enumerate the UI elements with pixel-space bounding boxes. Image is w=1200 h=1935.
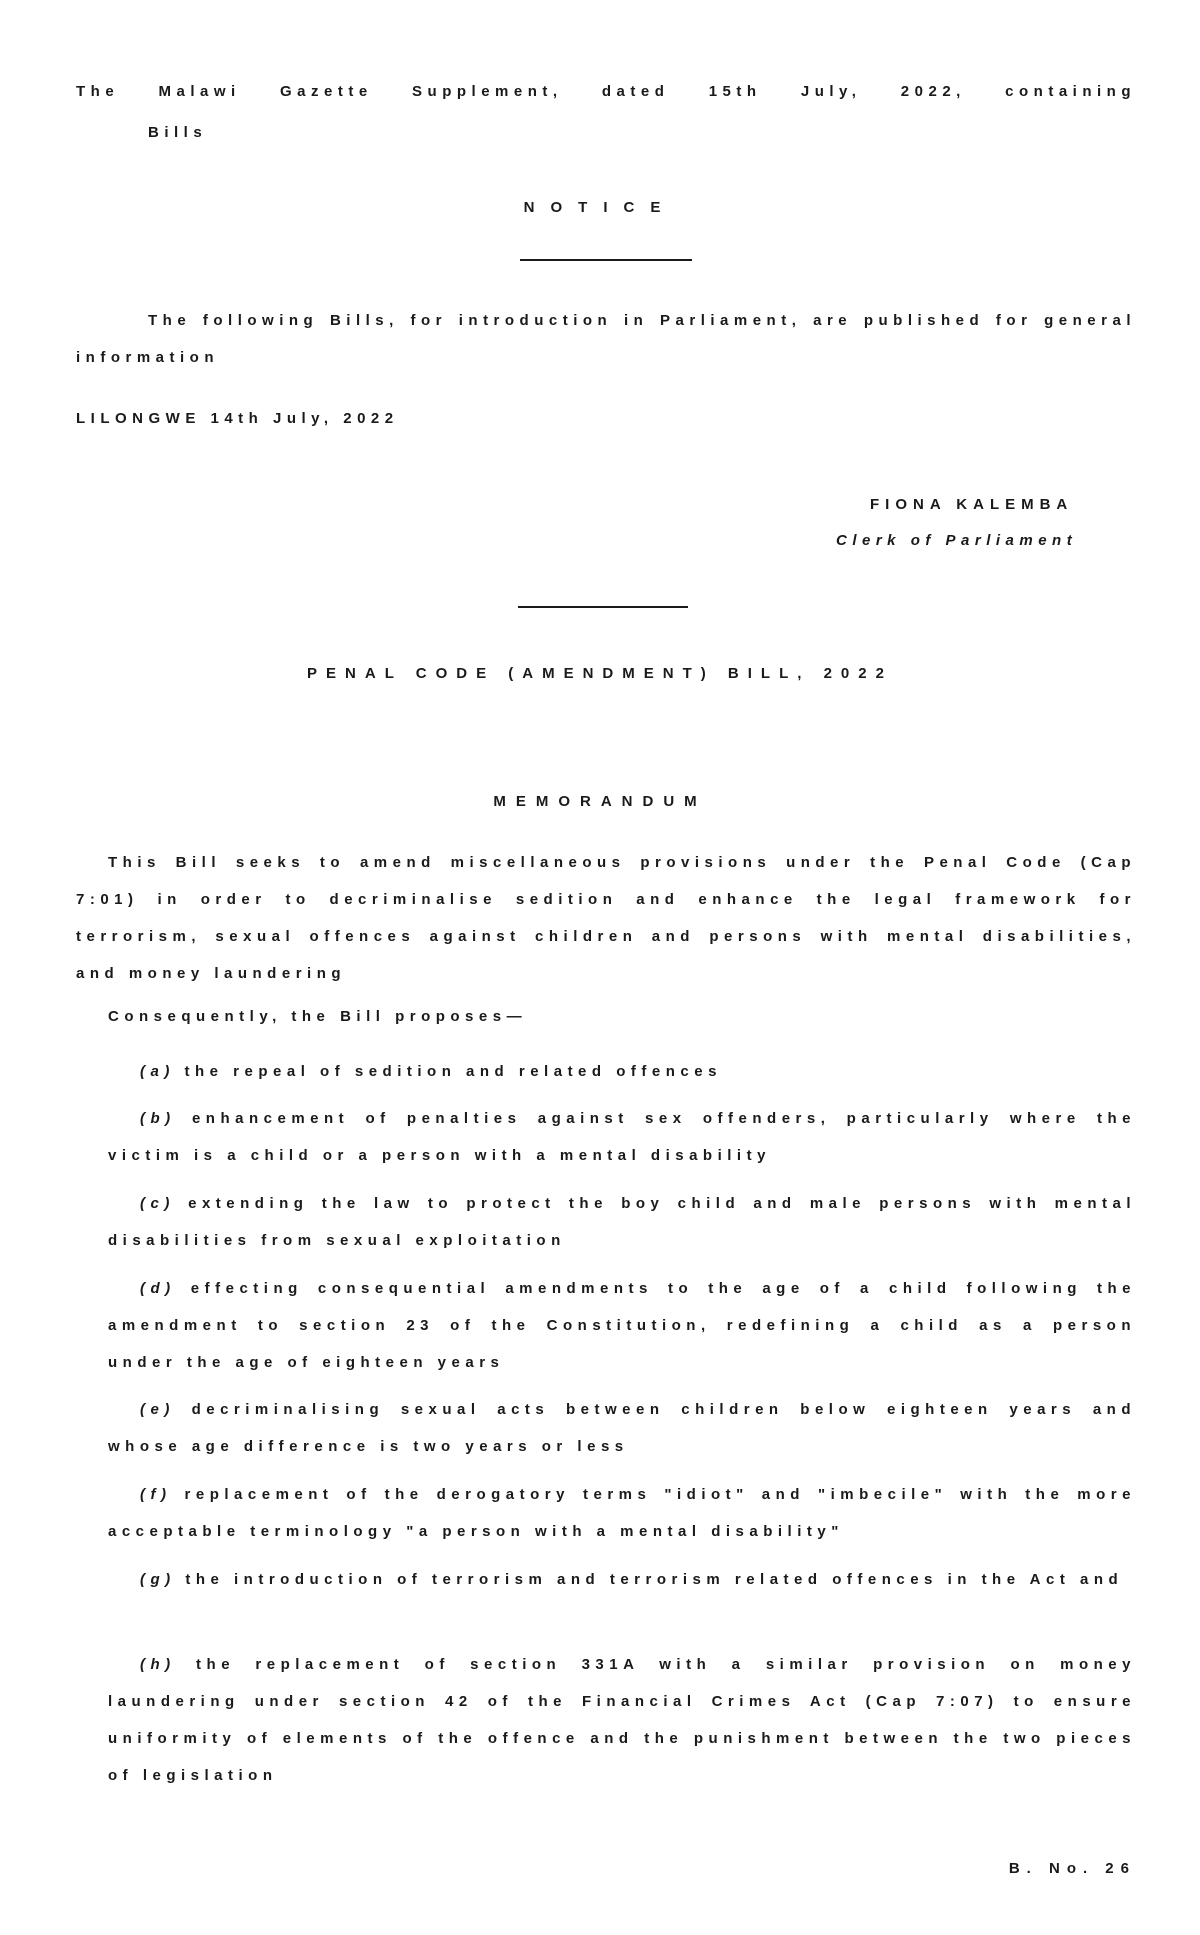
list-item [108, 1053, 1136, 1090]
notice-divider [520, 259, 692, 261]
notice-intro: The following Bills, for introduction in Parliament, are published for general information [76, 312, 1136, 366]
item-text: the replacement of section 331A with a similar provision on money laundering under section 42 of the Financial Crimes Act (Cap 7:07) to ensure uniformity of elements of the offence and the punishment between the two pieces of legislation [108, 1656, 1136, 1784]
notice-place-date: LILONGWE 14th July, 2022 [76, 410, 399, 427]
item-label: (g) [140, 1571, 176, 1588]
item-label: (c) [140, 1195, 175, 1212]
item-text: extending the law to protect the boy child and male persons with mental disabilities from sexual exploitation [108, 1195, 1136, 1249]
bill-title: PENAL CODE (AMENDMENT) BILL, 2022 [307, 665, 893, 682]
list-item [108, 1561, 1136, 1598]
gazette-header-line1: The Malawi Gazette Supplement, dated 15th July, 2022, containing [76, 83, 1136, 100]
item-text: the introduction of terrorism and terrorism related offences in the Act and [185, 1571, 1124, 1588]
item-label: (h) [140, 1656, 176, 1673]
list-item [108, 1100, 1136, 1174]
list-item [108, 1476, 1136, 1550]
item-label: (e) [140, 1401, 175, 1418]
item-text: the repeal of sedition and related offences [184, 1063, 722, 1080]
memorandum-intro: This Bill seeks to amend miscellaneous provisions under the Penal Code (Cap 7:01) in order to decriminalise sedition and enhance the legal framework for terrorism, sexual offences against children and persons with mental disabilities, and money laundering [76, 854, 1136, 982]
item-text: decriminalising sexual acts between children below eighteen years and whose age difference is two years or less [108, 1401, 1137, 1455]
item-text: enhancement of penalties against sex offenders, particularly where the victim is a child or a person with a mental disability [108, 1110, 1136, 1164]
signatory-title: Clerk of Parliament [836, 532, 1078, 549]
item-label: (a) [140, 1063, 175, 1080]
list-item [108, 1391, 1136, 1465]
signatory-name: FIONA KALEMBA [870, 496, 1074, 513]
item-label: (f) [140, 1486, 172, 1503]
memorandum-heading: MEMORANDUM [493, 793, 707, 810]
list-item [108, 1270, 1136, 1381]
bill-number: B. No. 26 [1008, 1860, 1136, 1877]
item-label: (b) [140, 1110, 176, 1127]
item-label: (d) [140, 1280, 176, 1297]
item-text: replacement of the derogatory terms "idiot" and "imbecile" with the more acceptable terminology "a person with a mental disability" [108, 1486, 1136, 1540]
list-item [108, 1646, 1136, 1794]
list-item [108, 1185, 1136, 1259]
item-text: effecting consequential amendments to the age of a child following the amendment to section 23 of the Constitution, redefining a child as a person under the age of eighteen years [108, 1280, 1136, 1371]
section-divider [518, 606, 688, 608]
notice-heading: NOTICE [523, 199, 677, 216]
memorandum-lead: Consequently, the Bill proposes— [108, 1008, 528, 1025]
gazette-header-line2: Bills [148, 124, 208, 141]
